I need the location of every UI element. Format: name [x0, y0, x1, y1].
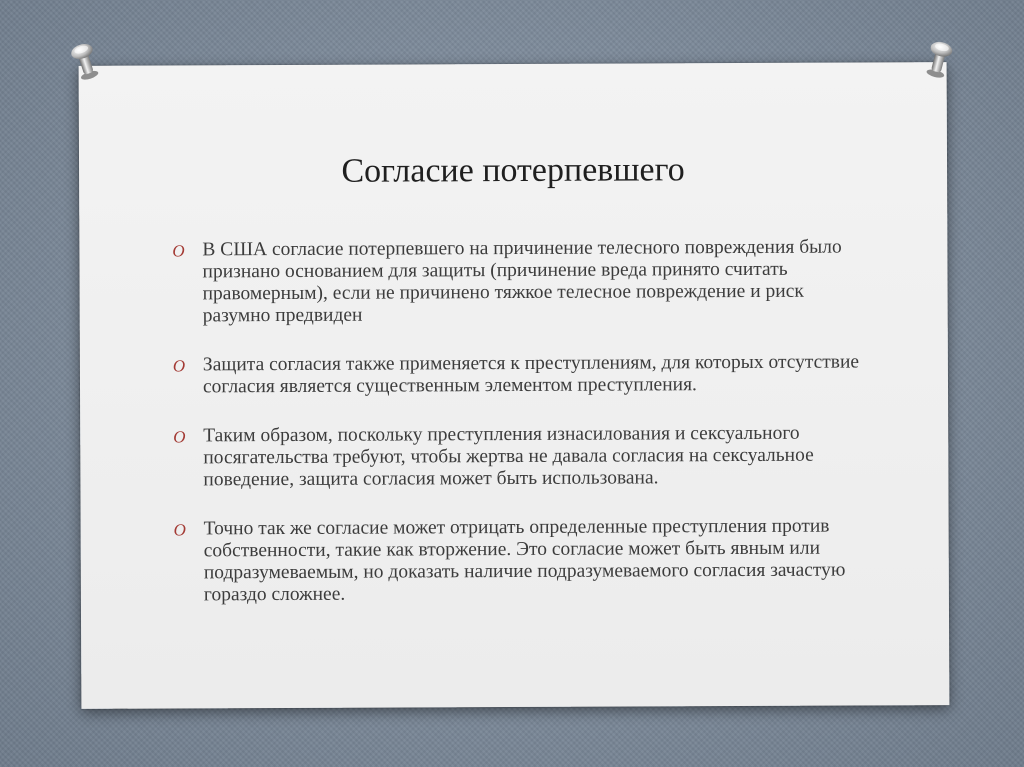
bullet-list: [172, 236, 874, 633]
bullet-marker-icon: O: [173, 427, 186, 447]
bullet-item: [174, 515, 874, 606]
bullet-text: В США согласие потерпевшего на причинение телесного повреждения было признано основанием для защиты (причинение вреда принято считать правомерным), если не причинено тяжкое телесное повреждение и риск разумно предвиден: [202, 236, 842, 327]
bullet-marker-icon: O: [173, 520, 186, 540]
bullet-item: [173, 422, 873, 491]
slide-card: [79, 62, 950, 709]
bullet-text: Точно так же согласие может отрицать определенные преступления против собственности, такие как вторжение. Это согласие может быть явным или подразумеваемым, но доказать наличие подразумеваемого согласия зачастую гораздо сложнее.: [203, 515, 846, 606]
bullet-text: Защита согласия также применяется к преступлениям, для которых отсутствие согласия является существенным элементом преступления.: [202, 351, 860, 398]
bullet-item: [172, 236, 872, 327]
slide-title: Согласие потерпевшего: [341, 151, 685, 190]
bullet-text: Таким образом, поскольку преступления изнасилования и сексуального посягательства требуют, чтобы жертва не давала согласия на сексуальное поведение, защита согласия может быть использована.: [203, 422, 814, 491]
pushpin-icon: [67, 39, 103, 83]
bullet-marker-icon: O: [172, 356, 186, 376]
bullet-item: [173, 351, 873, 398]
bullet-marker-icon: O: [172, 241, 185, 261]
pushpin-icon: [922, 37, 956, 80]
